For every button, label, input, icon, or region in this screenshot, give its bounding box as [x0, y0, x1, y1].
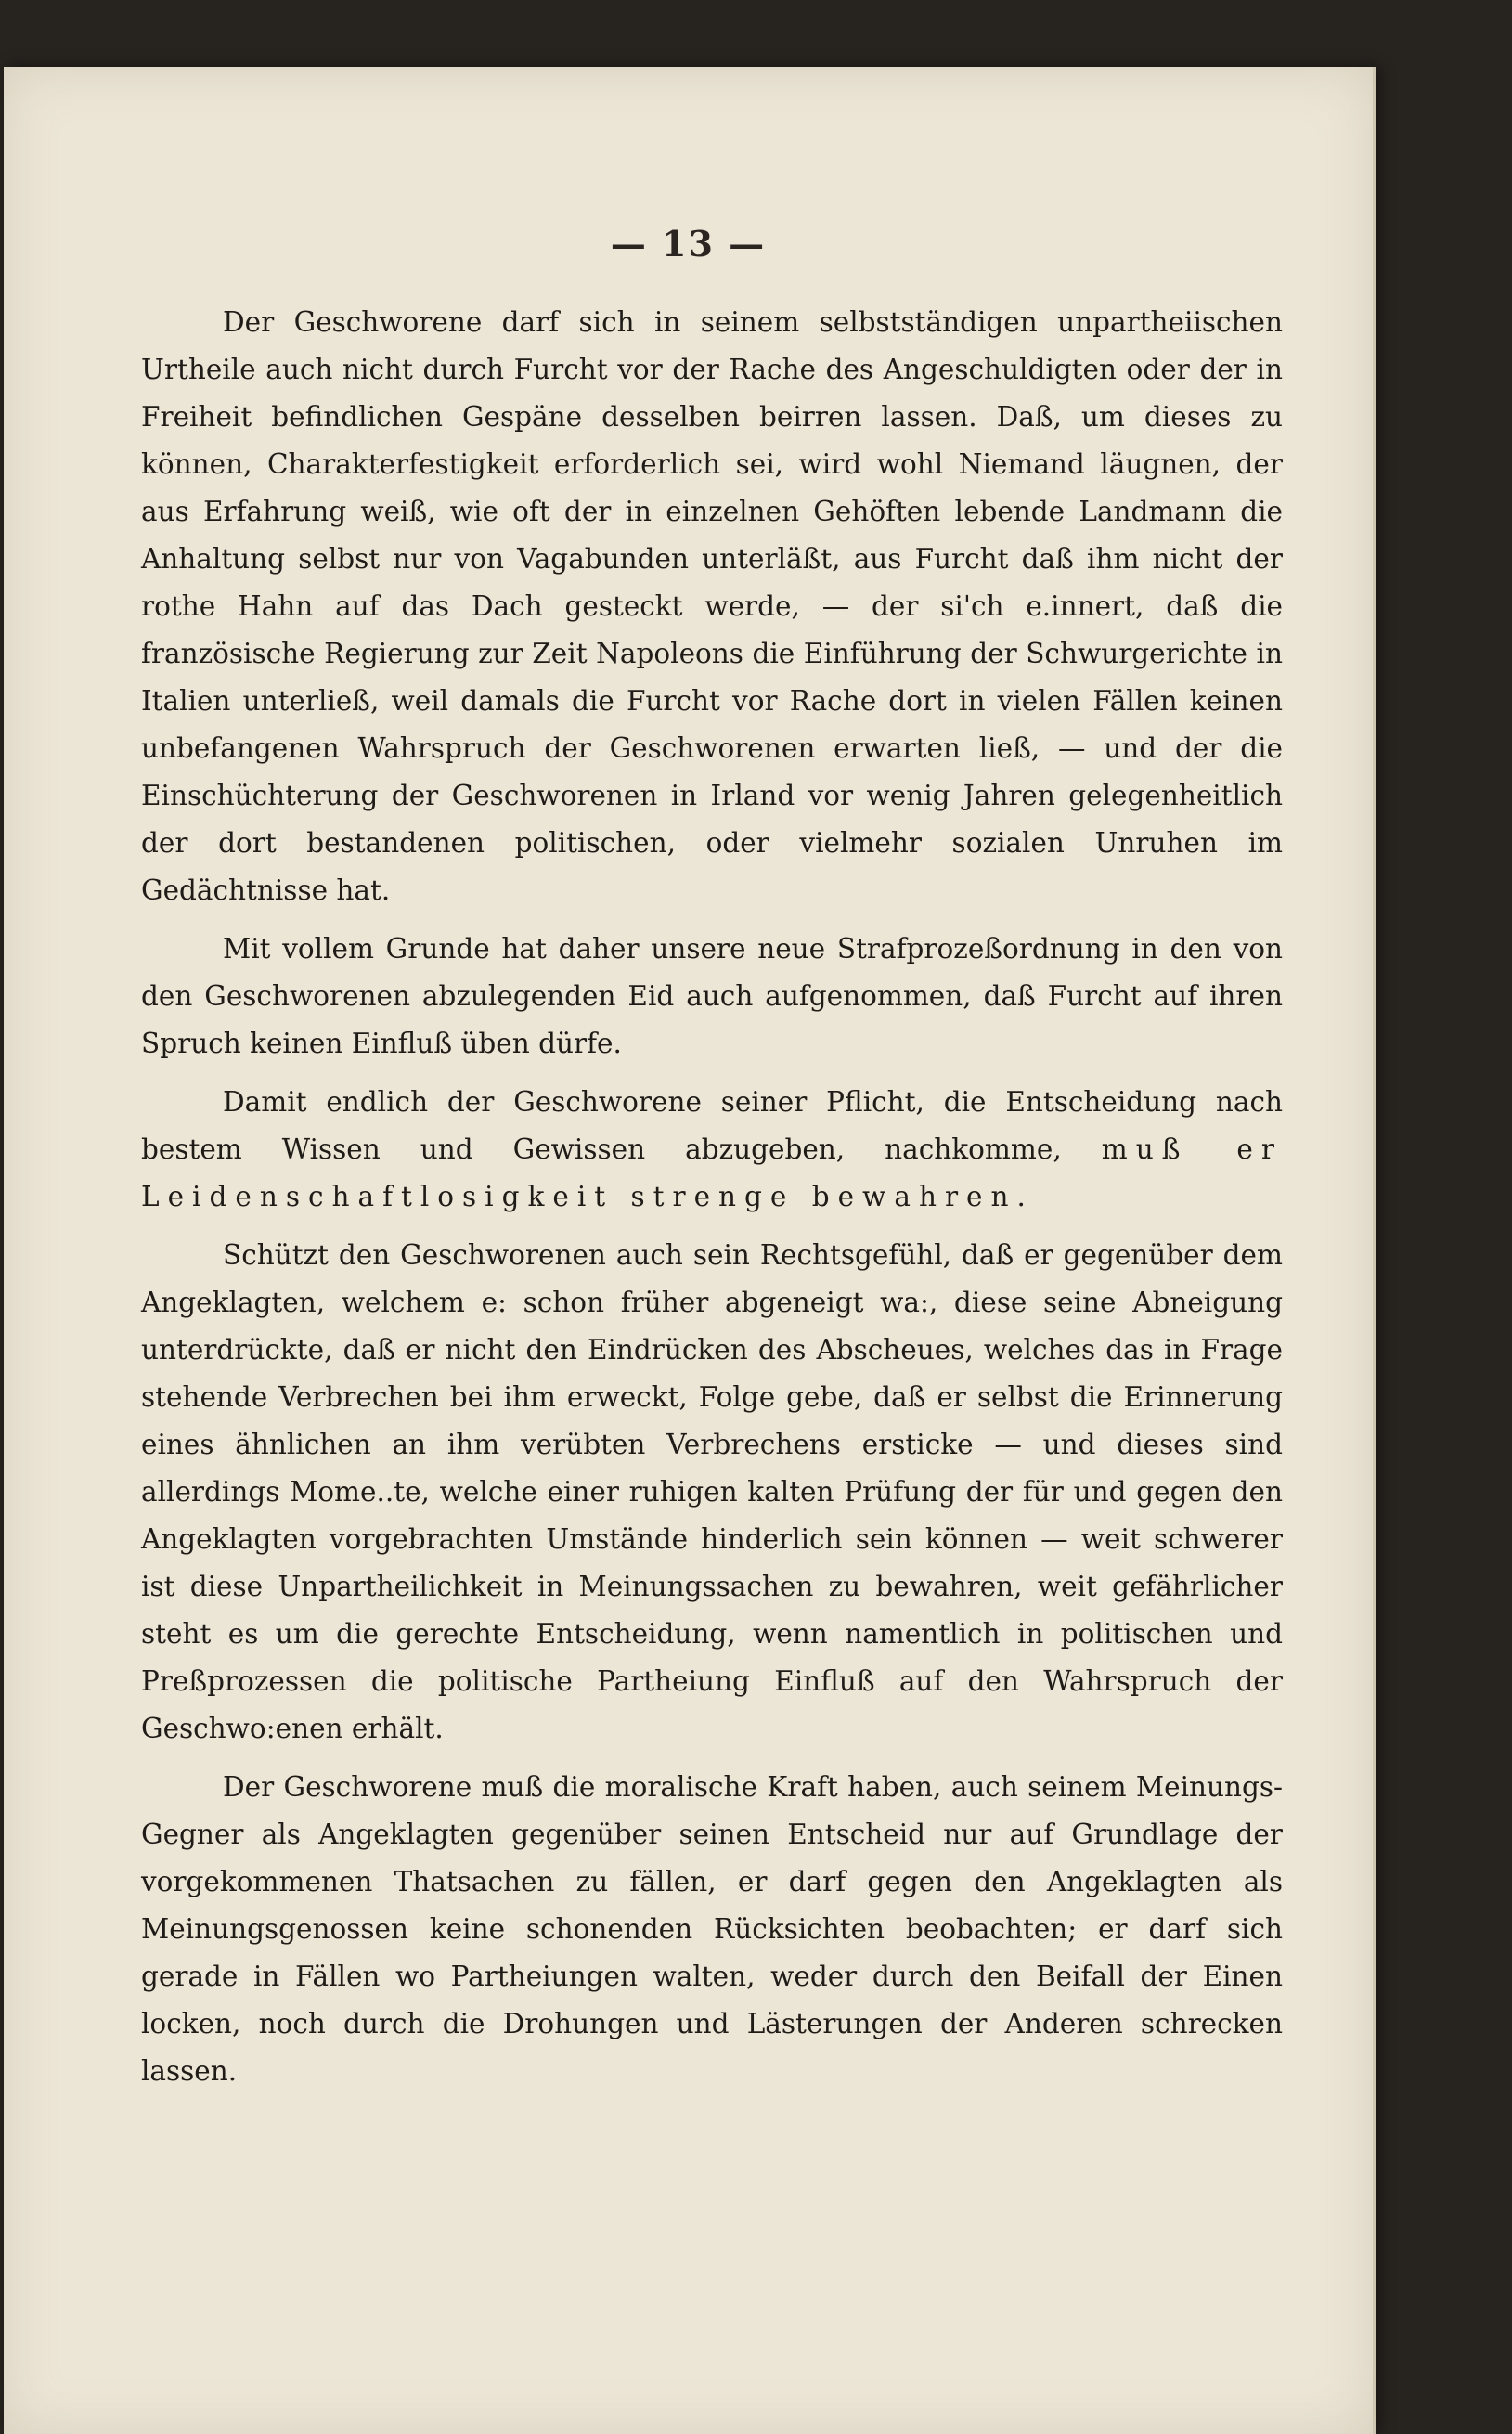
paragraph-1: Der Geschworene darf sich in seinem selbstständigen unpartheiischen Urtheile auch nicht durch Furcht vor der Rache des Angeschuldigten oder der in Freiheit befindlichen Gespäne desselben beirren lassen. Daß, um dieses zu können, Charakterfestigkeit erforderlich sei, wird wohl Niemand läugnen, der aus Erfahrung weiß, wie oft der in einzelnen Gehöften lebende Landmann die Anhaltung selbst nur von Vagabunden unterläßt, aus Furcht daß ihm nicht der rothe Hahn auf das Dach gesteckt werde, — der si'ch e.innert, daß die französische Regierung zur Zeit Napoleons die Einführung der Schwurgerichte in Italien unterließ, weil damals die Furcht vor Rache dort in vielen Fällen keinen unbefangenen Wahrspruch der Geschworenen erwarten ließ, — und der die Einschüchterung der Geschworenen in Irland vor wenig Jahren gelegenheitlich der dort bestandenen politischen, oder vielmehr sozialen Unruhen im Gedächtnisse hat.: [141, 306, 1283, 906]
paragraph-4: Schützt den Geschworenen auch sein Rechtsgefühl, daß er gegenüber dem Angeklagten, welchem e: schon früher abgeneigt wa:, diese seine Abneigung unterdrückte, daß er nicht den Eindrücken des Abscheues, welches das in Frage stehende Verbrechen bei ihm erweckt, Folge gebe, daß er selbst die Erinnerung eines ähnlichen an ihm verübten Verbrechens ersticke — und dieses sind allerdings Mome..te, welche einer ruhigen kalten Prüfung der für und gegen den Angeklagten vorgebrachten Umstände hinderlich sein können — weit schwerer ist diese Unpartheilichkeit in Meinungssachen zu bewahren, weit gefährlicher steht es um die gerechte Entscheidung, wenn namentlich in politischen und Preßprozessen die politische Partheiung Einfluß auf den Wahrspruch der Geschwo:enen erhält.: [141, 1239, 1283, 1744]
paragraph-3-emphasis: muß er Leidenschaftlosigkeit strenge bewahren.: [141, 1133, 1283, 1212]
body-text: [141, 299, 1283, 2095]
paragraph-5: Der Geschworene muß die moralische Kraft haben, auch seinem Meinungs-Gegner als Angeklagten gegenüber seinen Entscheid nur auf Grundlage der vorgekommenen Thatsachen zu fällen, er darf gegen den Angeklagten als Meinungsgenossen keine schonenden Rücksichten beobachten; er darf sich gerade in Fällen wo Partheiungen walten, weder durch den Beifall der Einen locken, noch durch die Drohungen und Lästerungen der Anderen schrecken lassen.: [141, 1771, 1283, 2087]
paragraph-3-text: Damit endlich der Geschworene seiner Pflicht, die Entscheidung nach bestem Wissen und Gewissen abzugeben, nachkomme,: [141, 1086, 1283, 1165]
book-page: [4, 67, 1373, 2434]
page-edge: [1373, 67, 1376, 2434]
page-number: — 13 —: [610, 223, 767, 265]
paragraph-3: [141, 1079, 1283, 1221]
paragraph-2: Mit vollem Grunde hat daher unsere neue Strafprozeßordnung in den von den Geschworenen abzulegenden Eid auch aufgenommen, daß Furcht auf ihren Spruch keinen Einfluß üben dürfe.: [141, 933, 1283, 1059]
